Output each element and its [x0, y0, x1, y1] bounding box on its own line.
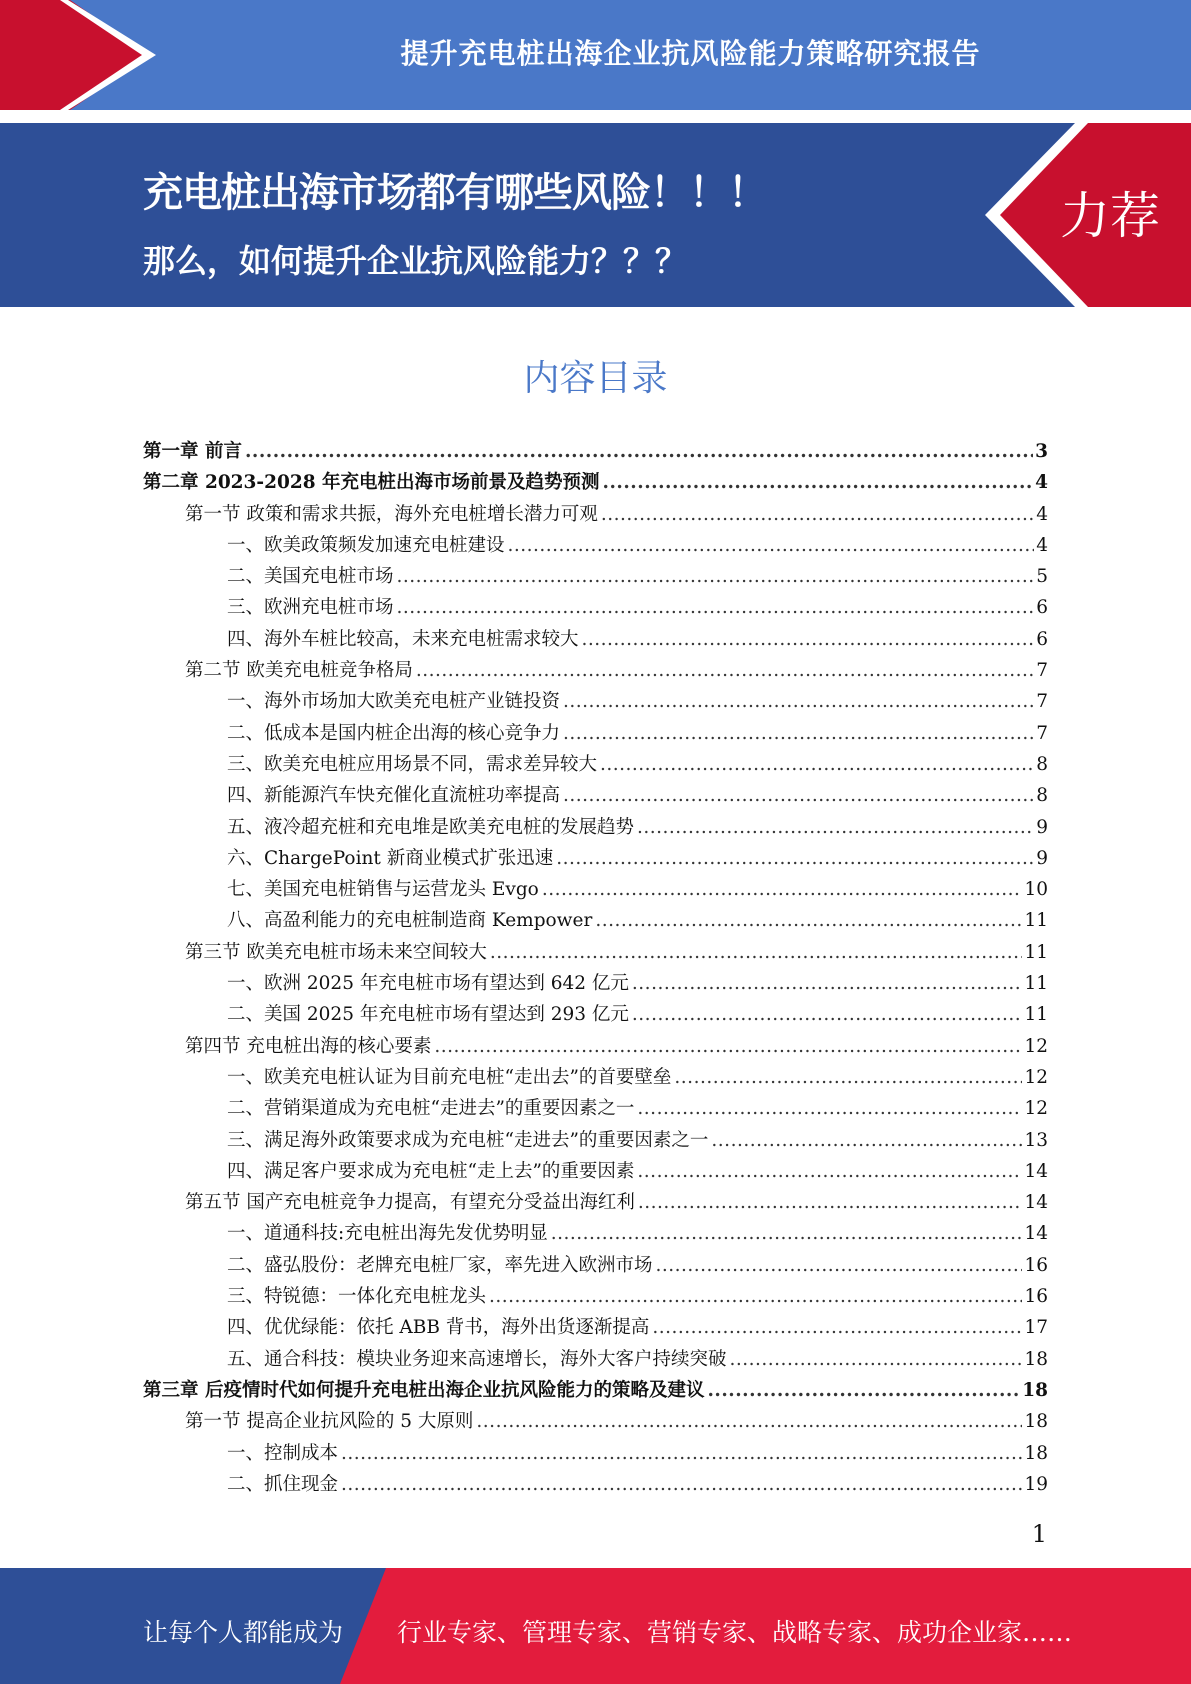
- toc-entry[interactable]: [143, 750, 1048, 781]
- report-title: 提升充电桩出海企业抗风险能力策略研究报告: [400, 37, 981, 70]
- toc-entry-title: 第三章 后疫情时代如何提升充电桩出海企业抗风险能力的策略及建议: [143, 1379, 705, 1401]
- toc-dot-leader: [592, 910, 1022, 931]
- toc-entry-title: 二、美国 2025 年充电桩市场有望达到 293 亿元: [227, 1004, 629, 1026]
- toc-entry[interactable]: [143, 593, 1048, 624]
- toc-entry[interactable]: [143, 1188, 1048, 1219]
- toc-entry[interactable]: [143, 1000, 1048, 1031]
- page-number: 1: [1031, 1520, 1047, 1548]
- toc-entry-page: 9: [1036, 847, 1048, 869]
- toc-entry[interactable]: [143, 1251, 1048, 1282]
- toc-dot-leader: [486, 1286, 1022, 1307]
- toc-dot-leader: [634, 1098, 1022, 1119]
- toc-dot-leader: [579, 629, 1035, 650]
- toc-entry[interactable]: [143, 969, 1048, 1000]
- toc-dot-leader: [473, 1411, 1022, 1432]
- toc-entry-page: 16: [1024, 1286, 1048, 1308]
- toc-entry[interactable]: [143, 1407, 1048, 1438]
- toc-entry-page: 4: [1036, 534, 1048, 556]
- toc-entry-page: 19: [1024, 1473, 1048, 1495]
- toc-dot-leader: [598, 504, 1034, 525]
- toc-entry-title: 一、控制成本: [227, 1442, 339, 1464]
- toc-dot-leader: [394, 597, 1035, 618]
- toc-dot-leader: [649, 1317, 1022, 1338]
- toc-entry[interactable]: [143, 781, 1048, 812]
- toc-entry[interactable]: [143, 906, 1048, 937]
- toc-entry-page: 12: [1024, 1098, 1048, 1120]
- toc-dot-leader: [634, 817, 1034, 838]
- toc-entry[interactable]: [143, 625, 1048, 656]
- toc-entry[interactable]: [143, 562, 1048, 593]
- headline-primary: 充电桩出海市场都有哪些风险！！！: [143, 170, 767, 216]
- toc-dot-leader: [431, 1036, 1022, 1057]
- toc-entry-title: 三、欧洲充电桩市场: [227, 597, 394, 619]
- toc-dot-leader: [394, 566, 1035, 587]
- footer-slogan-left: 让每个人都能成为: [143, 1618, 344, 1647]
- toc-dot-leader: [704, 1380, 1020, 1401]
- toc-dot-leader: [727, 1349, 1023, 1370]
- toc-entry-title: 二、抓住现金: [227, 1473, 339, 1495]
- toc-entry-page: 11: [1024, 973, 1048, 995]
- toc-entry-page: 7: [1036, 722, 1048, 744]
- toc-entry-title: 五、液冷超充桩和充电堆是欧美充电桩的发展趋势: [227, 816, 635, 838]
- toc-entry-page: 14: [1024, 1223, 1048, 1245]
- toc-entry-title: 第四节 充电桩出海的核心要素: [185, 1035, 432, 1057]
- toc-dot-leader: [338, 1443, 1022, 1464]
- toc-entry-page: 12: [1024, 1035, 1048, 1057]
- toc-entry-title: 第五节 国产充电桩竞争力提高，有望充分受益出海红利: [185, 1192, 635, 1214]
- toc-entry-page: 9: [1036, 816, 1048, 838]
- toc-dot-leader: [600, 472, 1034, 493]
- footer-slogan-right: 行业专家、管理专家、营销专家、战略专家、成功企业家……: [397, 1618, 1073, 1647]
- toc-entry-title: 一、道通科技:充电桩出海先发优势明显: [227, 1223, 548, 1245]
- toc-entry[interactable]: [143, 1032, 1048, 1063]
- toc-entry-page: 4: [1036, 503, 1048, 525]
- toc-entry-title: 三、欧美充电桩应用场景不同，需求差异较大: [227, 753, 598, 775]
- toc-entry[interactable]: [143, 1345, 1048, 1376]
- toc-dot-leader: [338, 1474, 1022, 1495]
- toc-entry[interactable]: [143, 468, 1048, 499]
- toc-entry-page: 18: [1024, 1442, 1048, 1464]
- toc-entry-title: 一、欧洲 2025 年充电桩市场有望达到 642 亿元: [227, 973, 629, 995]
- toc-dot-leader: [629, 973, 1023, 994]
- toc-entry-page: 14: [1024, 1192, 1048, 1214]
- toc-entry[interactable]: [143, 875, 1048, 906]
- toc-entry-title: 四、新能源汽车快充催化直流桩功率提高: [227, 785, 561, 807]
- toc-entry-page: 11: [1024, 1004, 1048, 1026]
- toc-entry-page: 12: [1024, 1066, 1048, 1088]
- toc-dot-leader: [634, 1161, 1022, 1182]
- table-of-contents: [143, 437, 1048, 1501]
- toc-entry[interactable]: [143, 1157, 1048, 1188]
- toc-entry-page: 13: [1024, 1129, 1048, 1151]
- toc-entry-page: 11: [1024, 941, 1048, 963]
- toc-entry-page: 14: [1024, 1160, 1048, 1182]
- toc-entry[interactable]: [143, 1063, 1048, 1094]
- headline-secondary: 那么，如何提升企业抗风险能力？？？: [143, 242, 688, 280]
- toc-entry-title: 五、通合科技：模块业务迎来高速增长，海外大客户持续突破: [227, 1348, 727, 1370]
- toc-entry-page: 6: [1036, 628, 1048, 650]
- toc-entry[interactable]: [143, 1470, 1048, 1501]
- toc-dot-leader: [548, 1223, 1023, 1244]
- toc-entry-title: 四、海外车桩比较高，未来充电桩需求较大: [227, 628, 579, 650]
- toc-dot-leader: [653, 1255, 1023, 1276]
- toc-entry-page: 7: [1036, 660, 1048, 682]
- toc-entry-title: 六、ChargePoint 新商业模式扩张迅速: [227, 847, 554, 869]
- toc-entry-page: 5: [1036, 566, 1048, 588]
- toc-dot-leader: [708, 1130, 1022, 1151]
- toc-entry-title: 二、盛弘股份：老牌充电桩厂家，率先进入欧洲市场: [227, 1254, 653, 1276]
- toc-dot-leader: [560, 691, 1034, 712]
- toc-entry[interactable]: [143, 1439, 1048, 1470]
- toc-entry-page: 18: [1024, 1348, 1048, 1370]
- toc-entry[interactable]: [143, 844, 1048, 875]
- toc-entry[interactable]: [143, 500, 1048, 531]
- toc-entry-page: 4: [1035, 472, 1048, 494]
- toc-dot-leader: [635, 1192, 1023, 1213]
- toc-dot-leader: [539, 879, 1023, 900]
- toc-entry-page: 8: [1036, 785, 1048, 807]
- toc-entry-page: 8: [1036, 753, 1048, 775]
- toc-entry-page: 18: [1022, 1379, 1048, 1401]
- toc-entry-title: 二、低成本是国内桩企出海的核心竞争力: [227, 722, 561, 744]
- toc-dot-leader: [629, 1004, 1023, 1025]
- toc-entry-title: 第二章 2023-2028 年充电桩出海市场前景及趋势预测: [143, 472, 600, 494]
- toc-dot-leader: [560, 785, 1034, 806]
- toc-entry-page: 10: [1024, 879, 1048, 901]
- toc-entry-page: 17: [1024, 1317, 1048, 1339]
- toc-entry-page: 7: [1036, 691, 1048, 713]
- toc-entry[interactable]: [143, 531, 1048, 562]
- toc-dot-leader: [597, 754, 1034, 775]
- toc-entry[interactable]: [143, 1313, 1048, 1344]
- toc-entry[interactable]: [143, 437, 1048, 468]
- toc-entry-title: 第二节 欧美充电桩竞争格局: [185, 660, 413, 682]
- toc-entry-title: 一、欧美充电桩认证为目前充电桩“走出去”的首要壁垒: [227, 1066, 672, 1088]
- toc-entry[interactable]: [143, 938, 1048, 969]
- toc-entry-page: 18: [1024, 1411, 1048, 1433]
- toc-entry[interactable]: [143, 719, 1048, 750]
- toc-entry-page: 3: [1035, 441, 1048, 462]
- toc-entry-title: 第一节 提高企业抗风险的 5 大原则: [185, 1411, 474, 1433]
- toc-entry-title: 七、美国充电桩销售与运营龙头 Evgo: [227, 879, 539, 901]
- toc-entry-page: 11: [1024, 910, 1048, 932]
- toc-dot-leader: [487, 942, 1023, 963]
- toc-entry[interactable]: [143, 813, 1048, 844]
- toc-entry-title: 八、高盈利能力的充电桩制造商 Kempower: [227, 910, 593, 932]
- toc-entry-page: 6: [1036, 597, 1048, 619]
- toc-dot-leader: [671, 1067, 1022, 1088]
- toc-entry[interactable]: [143, 656, 1048, 687]
- toc-entry-title: 二、营销渠道成为充电桩“走进去”的重要因素之一: [227, 1098, 635, 1120]
- toc-entry-title: 四、满足客户要求成为充电桩“走上去”的重要因素: [227, 1160, 635, 1182]
- toc-entry-title: 第三节 欧美充电桩市场未来空间较大: [185, 941, 487, 963]
- toc-entry-title: 三、特锐德：一体化充电桩龙头: [227, 1286, 487, 1308]
- toc-entry[interactable]: [143, 687, 1048, 718]
- toc-entry[interactable]: [143, 1219, 1048, 1250]
- toc-entry-title: 一、欧美政策频发加速充电桩建设: [227, 534, 505, 556]
- toc-entry-title: 第一节 政策和需求共振，海外充电桩增长潜力可观: [185, 503, 598, 525]
- toc-dot-leader: [505, 535, 1035, 556]
- toc-entry-title: 一、海外市场加大欧美充电桩产业链投资: [227, 691, 561, 713]
- toc-entry[interactable]: [143, 1282, 1048, 1313]
- toc-heading: 内容目录: [523, 358, 668, 399]
- toc-entry-title: 四、优优绿能：依托 ABB 背书，海外出货逐渐提高: [227, 1317, 650, 1339]
- toc-entry[interactable]: [143, 1126, 1048, 1157]
- toc-entry[interactable]: [143, 1376, 1048, 1407]
- toc-entry-title: 第一章 前言: [143, 441, 242, 462]
- toc-entry-title: 三、满足海外政策要求成为充电桩“走进去”的重要因素之一: [227, 1129, 709, 1151]
- toc-entry-page: 16: [1024, 1254, 1048, 1276]
- toc-entry[interactable]: [143, 1094, 1048, 1125]
- toc-dot-leader: [413, 660, 1034, 681]
- toc-entry-title: 二、美国充电桩市场: [227, 566, 394, 588]
- toc-dot-leader: [560, 723, 1034, 744]
- toc-dot-leader: [242, 441, 1033, 462]
- recommend-badge: 力荐: [1060, 187, 1160, 245]
- toc-dot-leader: [553, 848, 1034, 869]
